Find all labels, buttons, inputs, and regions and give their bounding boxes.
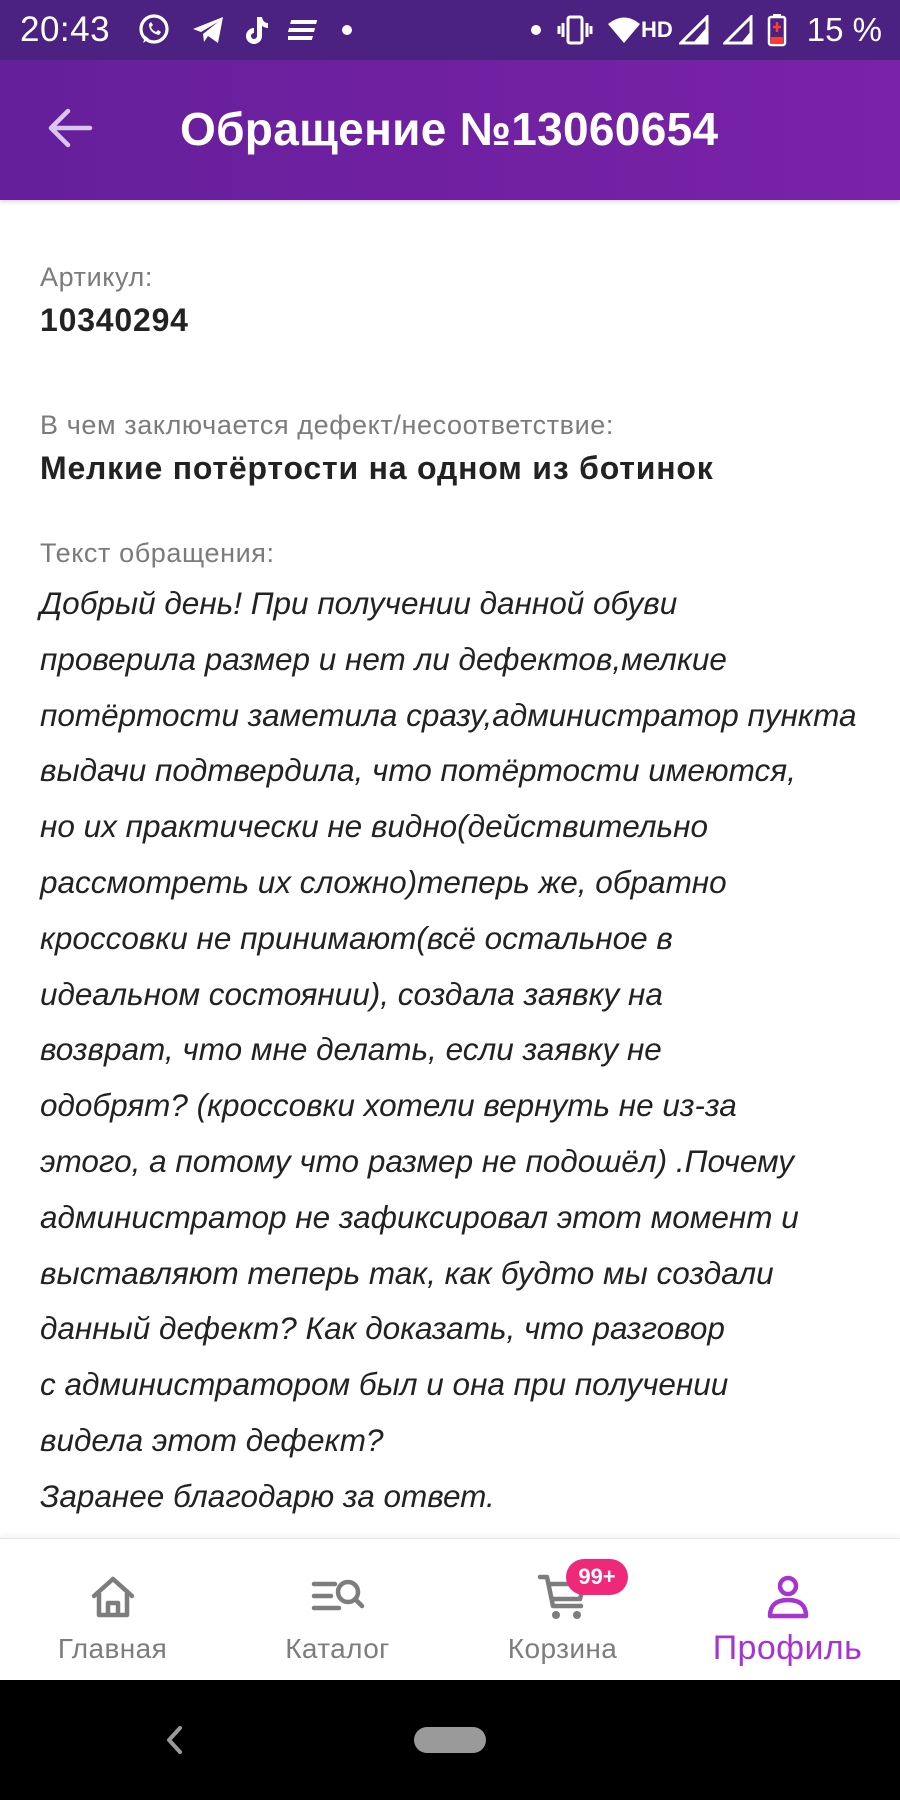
- system-navigation-bar: [0, 1680, 900, 1800]
- status-time: 20:43: [20, 10, 111, 49]
- message-label: Текст обращения:: [40, 538, 275, 568]
- page-title: Обращение №13060654: [180, 103, 719, 155]
- status-system-icons: [529, 11, 882, 49]
- battery-percent: 15 %: [806, 11, 882, 48]
- arrow-left-icon: [46, 108, 94, 153]
- message-text: Добрый день! При получении данной обуви проверила размер и нет ли дефектов,мелкие потёртости заметила сразу,администратор пункта выдачи подтвердила, что потёртости имеются, но их практически не видно(действительно рассмотреть их сложно)теперь же, обратно кроссовки не принимают(всё остальное в идеальном состоянии), создала заявку на возврат, что мне делать, если заявку не одобрят? (кроссовки хотели вернуть не из-за этого, а потому что размер не подошёл) .Почему администратор не зафиксировал этот момент и выставляют теперь так, как будто мы создали данный дефект? Как доказать, что разговор с администратором был и она при получении видела этот дефект? Заранее благодарю за ответ.: [40, 585, 857, 1514]
- cart-count-badge: 99+: [566, 1559, 628, 1595]
- vibrate-icon: [557, 14, 593, 46]
- dot-icon: [529, 23, 543, 37]
- signal-icon: [723, 15, 753, 45]
- wifi-icon: [607, 15, 673, 45]
- nav-item-catalog[interactable]: [225, 1539, 450, 1681]
- chevron-left-icon: [160, 1722, 190, 1758]
- tiktok-icon: [244, 15, 270, 45]
- home-icon: [88, 1569, 138, 1625]
- telegram-icon: [190, 13, 226, 47]
- signal-icon: [679, 15, 709, 45]
- nav-label-cart: Корзина: [507, 1633, 618, 1664]
- nav-label-profile: Профиль: [712, 1629, 863, 1667]
- whatsapp-icon: [136, 12, 172, 48]
- profile-icon: [765, 1569, 811, 1625]
- nav-item-cart[interactable]: [450, 1539, 675, 1681]
- status-notification-icons: [136, 12, 354, 48]
- status-bar: [0, 0, 900, 60]
- notes-icon: [288, 17, 322, 43]
- defect-label: В чем заключается дефект/несоответствие:: [40, 410, 615, 440]
- article-label: Артикул:: [40, 262, 153, 292]
- nav-label-catalog: Каталог: [285, 1633, 390, 1664]
- system-back-button[interactable]: [160, 1722, 190, 1758]
- system-home-button[interactable]: [414, 1727, 486, 1753]
- app-header: [0, 60, 900, 200]
- back-button[interactable]: [38, 102, 102, 158]
- defect-value: Мелкие потёртости на одном из ботинок: [40, 450, 714, 486]
- network-label: HD: [641, 17, 673, 42]
- nav-item-profile[interactable]: [675, 1539, 900, 1681]
- nav-item-home[interactable]: [0, 1539, 225, 1681]
- catalog-search-icon: [311, 1569, 365, 1625]
- bottom-navigation: [0, 1538, 900, 1681]
- nav-label-home: Главная: [57, 1633, 168, 1664]
- dot-icon: [340, 23, 354, 37]
- article-value: 10340294: [40, 302, 189, 338]
- battery-low-icon: [767, 13, 787, 47]
